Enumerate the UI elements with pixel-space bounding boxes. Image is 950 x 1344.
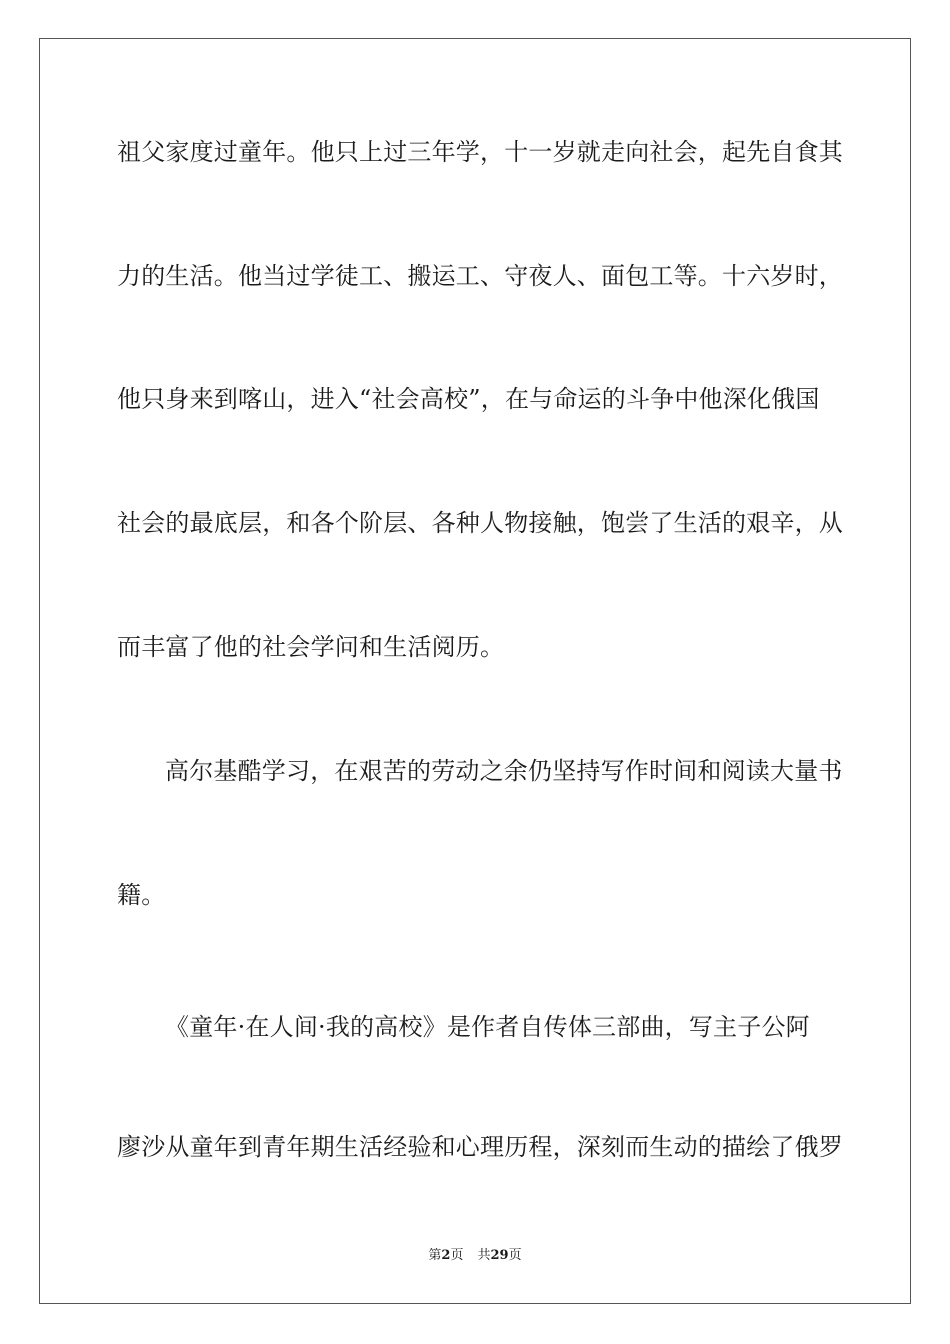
page-footer (0, 1247, 950, 1265)
page-border (39, 38, 911, 1304)
body-text-line: 他只身来到喀山，进入“社会高校”，在与命运的斗争中他深化俄国 (117, 385, 820, 413)
page-suffix: 页 (450, 1248, 464, 1263)
body-text-line: 力的生活。他当过学徒工、搬运工、守夜人、面包工等。十六岁时， (117, 262, 843, 290)
body-text-line: 高尔基酷学习，在艰苦的劳动之余仍坚持写作时间和阅读大量书 (165, 757, 843, 785)
body-text-line: 《童年·在人间·我的高校》是作者自传体三部曲，写主子公阿 (165, 1013, 810, 1041)
total-pages-number: 29 (490, 1248, 509, 1263)
body-text-line: 籍。 (117, 881, 166, 909)
total-suffix: 页 (508, 1248, 522, 1263)
current-page-number: 2 (441, 1248, 451, 1263)
total-prefix: 共 (477, 1248, 491, 1263)
body-text-line: 祖父家度过童年。他只上过三年学，十一岁就走向社会，起先自食其 (117, 138, 843, 166)
body-text-line: 而丰富了他的社会学问和生活阅历。 (117, 633, 505, 661)
page-prefix: 第 (428, 1248, 442, 1263)
body-text-line: 廖沙从童年到青年期生活经验和心理历程，深刻而生动的描绘了俄罗 (117, 1133, 843, 1161)
body-text-line: 社会的最底层，和各个阶层、各种人物接触，饱尝了生活的艰辛，从 (117, 509, 843, 537)
